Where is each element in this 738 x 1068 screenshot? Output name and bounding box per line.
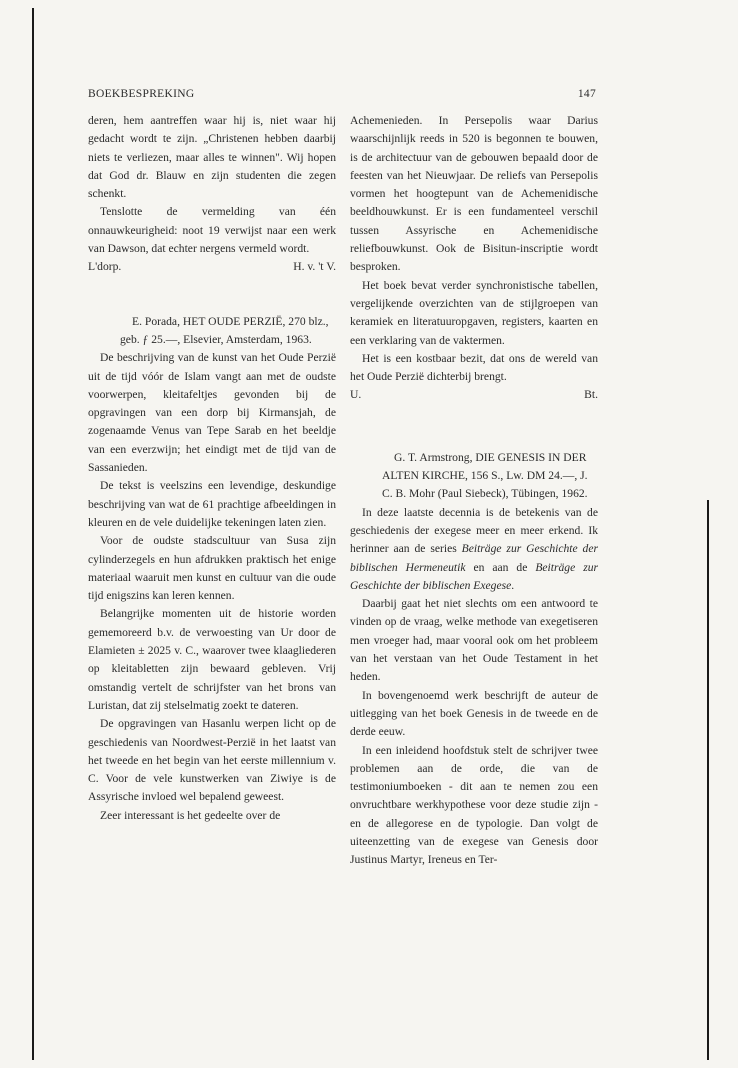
reviewer-signature [88,258,336,276]
paragraph: Het is een kostbaar bezit, dat ons de wereld van het Oude Perzië dichterbij brengt. [350,351,598,384]
signature-place: L'dorp. [88,260,122,274]
paragraph: De tekst is veelszins een levendige, deskundige beschrijving van wat de 61 prachtige afbeeldingen in kleuren en de vele duidelijke tekeningen laten zien. [88,479,336,529]
paragraph: Tenslotte de vermelding van één onnauwkeurigheid: noot 19 verwijst naar een werk van Dawson, dat echter nergens vermeld wordt. [88,205,336,256]
text-run: In deze laatste decennia is de betekenis van de geschiedenis der exegese meer en meer erkend. Ik herinner aan de series [350,505,598,556]
paragraph: In bovengenoemd werk beschrijft de auteur de uitlegging van het boek Genesis in de tweede en de derde eeuw. [350,688,598,739]
series-title: Beiträge zur Geschichte der biblischen Exegese [350,560,599,592]
paragraph: Voor de oudste stadscultuur van Susa zijn cylinderzegels en hun afdrukken praktisch het enige materiaal waaruit men kunst en cultuur van die oude tijd enigszins kan leren kennen. [88,534,336,603]
paragraph: Achemenieden. In Persepolis waar Darius waarschijnlijk reeds in 520 is begonnen te bouwen, is de architectuur van de gebouwen bepaald door de feesten van het Nieuwjaar. De reliefs van Persepolis vormen het hoogtepunt van de Achemenidische beeldhouwkunst. Er is een fundamenteel verschil tussen Assyrische en Achemenidische reliefbouwkunst. Ook de Bisitun-inscriptie wordt besproken. [350,114,598,274]
paragraph: Zeer interessant is het gedeelte over de [100,808,281,822]
paragraph: deren, hem aantreffen waar hij is, niet waar hij gedacht wordt te zijn. „Christenen hebben daarbij niets te verliezen, maar alles te winnen". Wij hopen dat God dr. Blauw en zijn studenten die zegen schenkt. [88,114,336,201]
signature-initials: Bt. [584,388,598,402]
signature-place: U. [350,388,362,402]
left-column [88,112,336,825]
page-number: 147 [577,88,596,100]
scan-edge-left [32,8,34,1060]
paragraph: De opgravingen van Hasanlu werpen licht op de geschiedenis van Noordwest-Perzië in het laatst van het tweede en het begin van het eerste millennium v. C. Voor de vele kunstwerken van Ziwiye is de Assyrische invloed wel bepalend geweest. [88,717,336,804]
signature-initials: H. v. 't V. [293,260,336,274]
reviewer-signature [350,386,598,404]
scan-edge-right [707,500,709,1060]
paragraph: Daarbij gaat het niet slechts om een antwoord te vinden op de vraag, welke methode van exegetiseren men vroeger had, maar vooral ook om het probleem van het verstaan van het Oude Testament in het heden. [350,597,598,684]
text-run: . [511,578,515,592]
review-heading: G. T. Armstrong, DIE GENESIS IN DER ALTEN KIRCHE, 156 S., Lw. DM 24.—, J. C. B. Mohr (Paul Siebeck), Tübingen, 1962. [382,450,588,501]
running-title: BOEKBESPREKING [88,88,195,100]
review-heading: E. Porada, HET OUDE PERZIË, 270 blz., geb. ƒ 25.—, Elsevier, Amsterdam, 1963. [120,314,329,346]
text-run: en aan de [465,560,536,574]
paragraph: Het boek bevat verder synchronistische tabellen, vergelijkende overzichten van de stijlgroepen van keramiek en literatuuropgaven, registers, kaarten en een verklaring van de vaktermen. [350,278,598,347]
paragraph: In een inleidend hoofdstuk stelt de schrijver twee problemen aan de orde, die van de testimoniumboeken - dit aan te nemen zou een onvruchtbare werkhypothese voor deze studie zijn - en de allegorese en de typologie. Dan volgt de uiteenzetting van de exegese van Genesis door Justinus Martyr, Ireneus en Ter- [350,743,598,867]
paragraph: De beschrijving van de kunst van het Oude Perzië uit de tijd vóór de Islam vangt aan met de oudste voorwerpen, kleitafeltjes gevonden bij de opgravingen van een dorp bij Kirmansjah, de zogenaamde Venus van Tepe Sarab en het beeldje van een everzwijn; het eindigt met de tijd van de Sassanieden. [88,351,336,475]
right-column [350,112,598,870]
series-title: Beiträge zur Geschichte der biblischen Hermeneutik [350,542,598,574]
paragraph: Belangrijke momenten uit de historie worden gememoreerd b.v. de verwoesting van Ur door de Elamieten ± 2025 v. C., waarover twee klaagliederen op kleitabletten zijn bewaard gebleven. Vrij omstandig vertelt de schrijfster van het brons van Luristan, dat zij stelselmatig zoekt te dateren. [88,607,336,712]
running-head [88,88,596,100]
paragraph [350,504,598,595]
